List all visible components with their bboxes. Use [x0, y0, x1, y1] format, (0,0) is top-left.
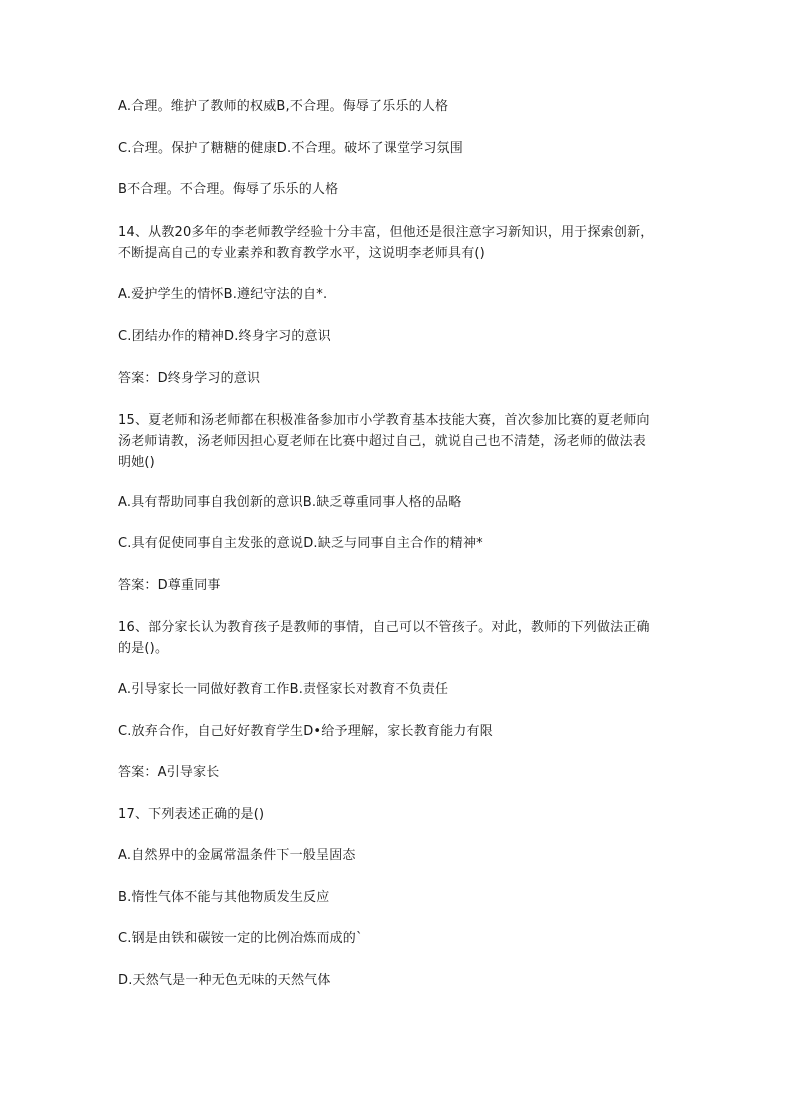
answer-options-line: A.合理。维护了教师的权威B,不合理。侮辱了乐乐的人格 [118, 99, 449, 114]
answer-options-line: C.放弃合作，自己好好教育学生D•给予理解，家长教育能力有限 [118, 724, 493, 739]
answer-options-line: C.合理。保护了糖糖的健康D.不合理。破坏了课堂学习氛围 [118, 141, 463, 156]
answer-options-line: A.具有帮助同事自我创新的意识B.缺乏尊重同事人格的品略 [118, 495, 462, 510]
answer-options-line: B.惰性气体不能与其他物质发生反应 [118, 890, 330, 905]
answer-key: 答案：A引导家长 [118, 765, 220, 780]
answer-options-line: A.引导家长一同做好教育工作B.责怪家长对教育不负责任 [118, 682, 449, 697]
question-16: 16、部分家长认为教育孩子是教师的事情，自己可以不管孩子。对此，教师的下列做法正确的是()。 [118, 620, 650, 656]
answer-options-line: C.具有促使同事自主发张的意说D.缺乏与同事自主合作的精神* [118, 536, 483, 551]
answer-options-line: D.天然气是一种无色无味的天然气体 [118, 973, 331, 988]
answer-options-line: C.团结办作的精神D.终身字习的意识 [118, 329, 331, 344]
answer-key: 答案：D终身学习的意识 [118, 371, 261, 386]
answer-options-line: B不合理。不合理。侮辱了乐乐的人格 [118, 182, 339, 197]
question-15: 15、夏老师和汤老师都在积极准备参加市小学教育基本技能大赛，首次参加比赛的夏老师向汤老师请教，汤老师因担心夏老师在比赛中超过自己，就说自己也不清楚，汤老师的做法表明她() [118, 413, 650, 470]
question-17: 17、下列表述正确的是() [118, 807, 265, 822]
answer-options-line: C.钢是由铁和碳铵一定的比例冶炼而成的` [118, 931, 363, 946]
question-14: 14、从教20多年的李老师教学经验十分丰富，但他还是很注意字习新知识，用于探索创新，不断提高自己的专业素养和教育教学水平，这说明李老师具有() [118, 225, 654, 261]
answer-options-line: A.自然界中的金属常温条件下一般呈固态 [118, 848, 356, 863]
answer-options-line: A.爱护学生的情怀B.遵纪守法的自*. [118, 287, 328, 302]
answer-key: 答案：D尊重同事 [118, 578, 221, 593]
